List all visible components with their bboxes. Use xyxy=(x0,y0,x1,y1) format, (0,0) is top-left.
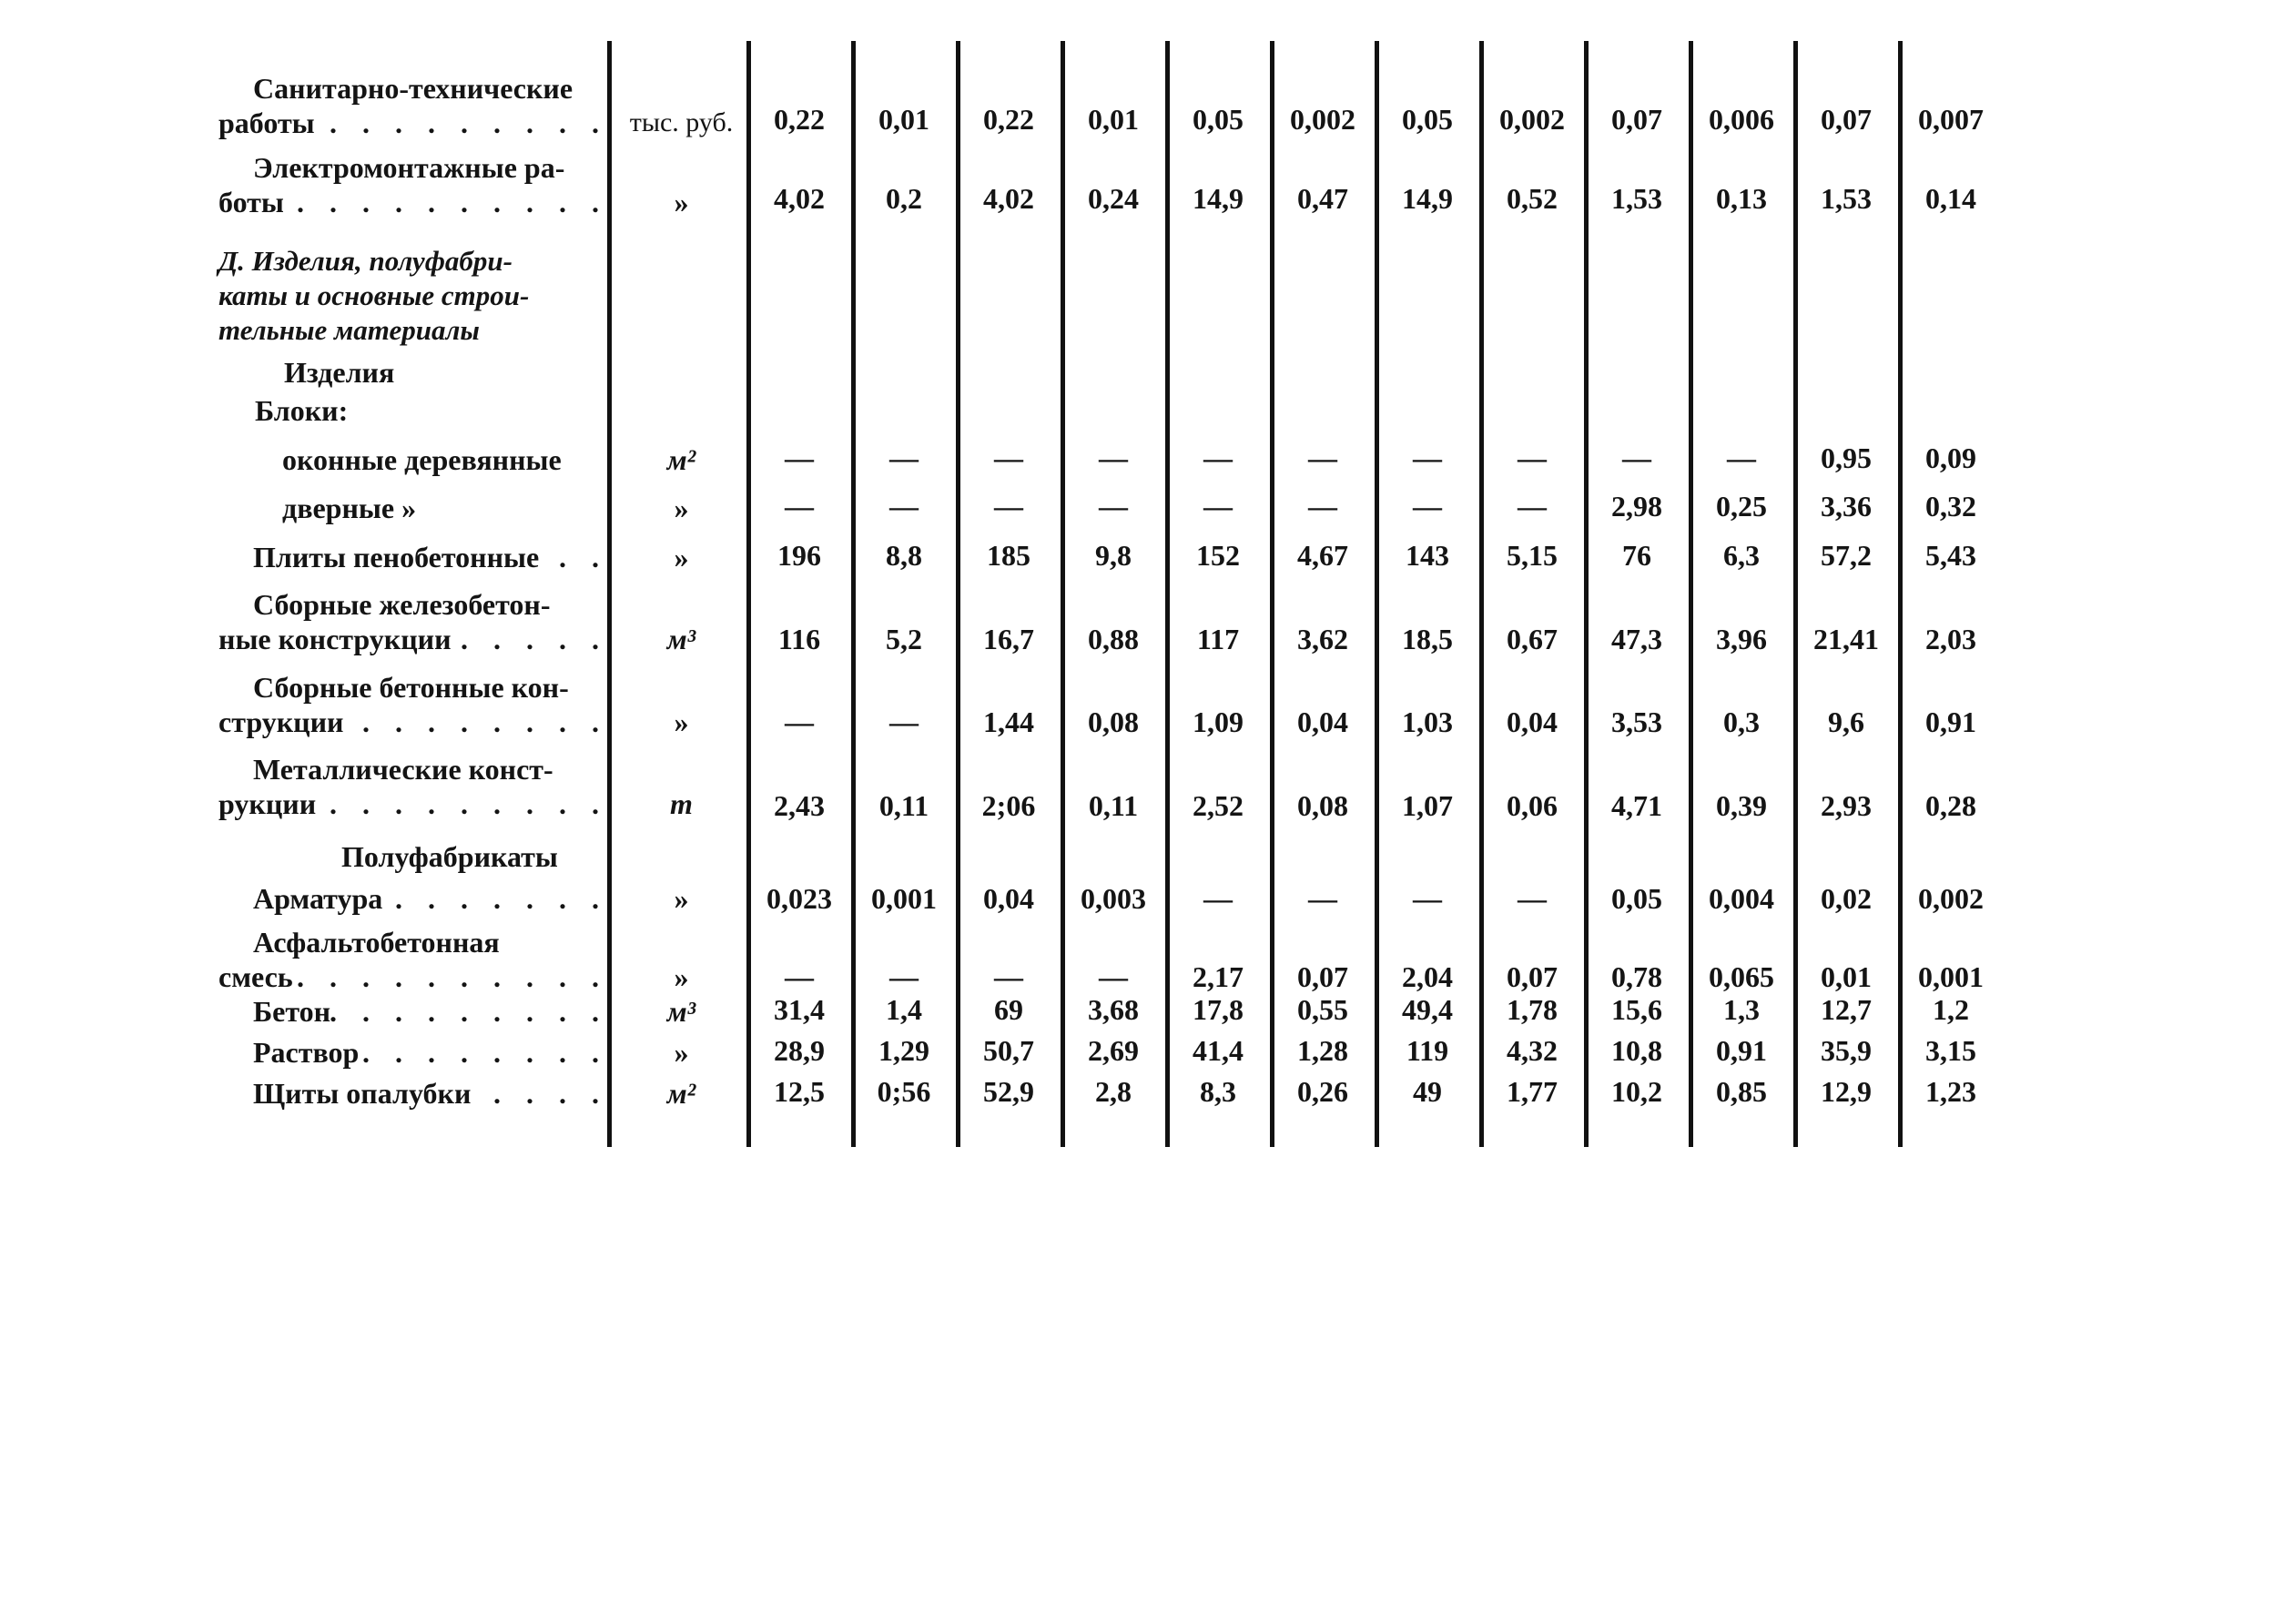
value-cell: 5,15 xyxy=(1507,539,1558,572)
value-cell: — xyxy=(1622,442,1651,474)
value-cell: 0,08 xyxy=(1088,705,1139,738)
row-label-text: боты xyxy=(218,186,284,218)
value-cell: 0,22 xyxy=(774,103,825,136)
row-label-text: Бетон xyxy=(253,995,331,1028)
value-cell: — xyxy=(1099,960,1128,993)
row-label-line xyxy=(218,787,608,821)
value-cell: 0,05 xyxy=(1193,103,1244,136)
unit-cell: » xyxy=(674,705,689,738)
row-label-line xyxy=(218,1035,608,1070)
row-label-line xyxy=(218,925,608,959)
value-cell: 3,53 xyxy=(1611,705,1662,738)
value-cell: — xyxy=(1518,442,1547,474)
value-cell: 49 xyxy=(1413,1075,1442,1108)
value-cell: 0,2 xyxy=(886,182,922,215)
value-cell: 41,4 xyxy=(1193,1034,1244,1067)
row-label-line xyxy=(218,150,608,185)
value-cell: 0,04 xyxy=(1507,705,1558,738)
value-cell: — xyxy=(1099,490,1128,523)
value-cell: 0,065 xyxy=(1709,960,1774,993)
row-label-line xyxy=(218,881,608,916)
value-cell: 1,23 xyxy=(1925,1075,1976,1108)
value-cell: 1,53 xyxy=(1821,182,1872,215)
row-label xyxy=(218,71,608,140)
row-label xyxy=(218,670,608,739)
row-label xyxy=(218,150,608,219)
unit-cell: » xyxy=(674,492,689,524)
row-label-line xyxy=(218,313,608,348)
value-cell: 14,9 xyxy=(1402,182,1453,215)
value-cell: 10,8 xyxy=(1611,1034,1662,1067)
value-cell: 6,3 xyxy=(1723,539,1760,572)
value-cell: — xyxy=(889,442,919,474)
row-label-line xyxy=(218,1076,608,1111)
row-label xyxy=(218,244,608,348)
value-cell: 0,39 xyxy=(1716,789,1767,822)
value-cell: 3,15 xyxy=(1925,1034,1976,1067)
value-cell: 3,96 xyxy=(1716,623,1767,655)
row-label-text: Санитарно-технические xyxy=(253,72,574,105)
value-cell: 0,32 xyxy=(1925,490,1976,523)
value-cell: 17,8 xyxy=(1193,993,1244,1026)
unit-cell: » xyxy=(674,882,689,915)
value-cell: 0,003 xyxy=(1081,882,1146,915)
value-cell: 21,41 xyxy=(1813,623,1879,655)
value-cell: 0,47 xyxy=(1297,182,1348,215)
value-cell: 2,98 xyxy=(1611,490,1662,523)
value-cell: 31,4 xyxy=(774,993,825,1026)
unit-cell: м³ xyxy=(666,995,696,1028)
value-cell: — xyxy=(889,960,919,993)
value-cell: 2,17 xyxy=(1193,960,1244,993)
value-cell: 1,78 xyxy=(1507,993,1558,1026)
value-cell: 4,67 xyxy=(1297,539,1348,572)
value-cell: 1,53 xyxy=(1611,182,1662,215)
value-cell: 1,44 xyxy=(983,705,1034,738)
value-cell: 10,2 xyxy=(1611,1075,1662,1108)
value-cell: 2,03 xyxy=(1925,623,1976,655)
value-cell: 1,09 xyxy=(1193,705,1244,738)
value-cell: 0,04 xyxy=(1297,705,1348,738)
value-cell: 5,2 xyxy=(886,623,922,655)
unit-cell: т xyxy=(670,787,693,820)
value-cell: 0,26 xyxy=(1297,1075,1348,1108)
row-label-text: струкции xyxy=(218,705,344,738)
value-cell: 119 xyxy=(1406,1034,1449,1067)
row-label-line xyxy=(218,442,608,477)
row-label-text: ные конструкции xyxy=(218,623,452,655)
value-cell: — xyxy=(1518,882,1547,915)
value-cell: 1,07 xyxy=(1402,789,1453,822)
value-cell: — xyxy=(994,442,1023,474)
row-label xyxy=(218,393,608,428)
value-cell: 14,9 xyxy=(1193,182,1244,215)
row-label-line xyxy=(218,670,608,705)
value-cell: 0,78 xyxy=(1611,960,1662,993)
value-cell: 3,36 xyxy=(1821,490,1872,523)
value-cell: 0,85 xyxy=(1716,1075,1767,1108)
value-cell: 3,68 xyxy=(1088,993,1139,1026)
value-cell: 0,07 xyxy=(1297,960,1348,993)
value-cell: 0,04 xyxy=(983,882,1034,915)
value-cell: — xyxy=(1308,882,1337,915)
value-cell: — xyxy=(994,490,1023,523)
value-cell: 0,14 xyxy=(1925,182,1976,215)
value-cell: 49,4 xyxy=(1402,993,1453,1026)
value-cell: 0;56 xyxy=(877,1075,931,1108)
row-label xyxy=(218,355,608,390)
unit-cell: » xyxy=(674,1036,689,1069)
value-cell: 0,91 xyxy=(1716,1034,1767,1067)
value-cell: 9,8 xyxy=(1095,539,1132,572)
row-label-line xyxy=(218,705,608,739)
unit-cell: » xyxy=(674,960,689,993)
row-label xyxy=(218,752,608,821)
row-label-line xyxy=(218,491,608,525)
row-label-text: Раствор xyxy=(253,1036,360,1069)
value-cell: 18,5 xyxy=(1402,623,1453,655)
value-cell: — xyxy=(1518,490,1547,523)
row-label xyxy=(218,994,608,1029)
value-cell: 0,08 xyxy=(1297,789,1348,822)
value-cell: 15,6 xyxy=(1611,993,1662,1026)
value-cell: — xyxy=(994,960,1023,993)
value-cell: 0,13 xyxy=(1716,182,1767,215)
row-label-line xyxy=(218,106,608,140)
value-cell: 0,88 xyxy=(1088,623,1139,655)
value-cell: 57,2 xyxy=(1821,539,1872,572)
row-label-line xyxy=(218,994,608,1029)
row-label xyxy=(218,925,608,994)
value-cell: 0,55 xyxy=(1297,993,1348,1026)
row-label xyxy=(218,839,608,874)
value-cell: — xyxy=(1413,490,1442,523)
value-cell: 0,06 xyxy=(1507,789,1558,822)
value-cell: 4,71 xyxy=(1611,789,1662,822)
value-cell: 47,3 xyxy=(1611,623,1662,655)
value-cell: 52,9 xyxy=(983,1075,1034,1108)
row-label xyxy=(218,1035,608,1070)
row-label-line xyxy=(218,244,608,279)
row-label-text: оконные деревянные xyxy=(282,443,562,476)
row-label-line xyxy=(218,185,608,219)
value-cell: — xyxy=(785,705,814,738)
value-cell: 0,01 xyxy=(1088,103,1139,136)
value-cell: — xyxy=(1413,442,1442,474)
value-cell: — xyxy=(1203,442,1233,474)
row-label xyxy=(218,540,608,574)
value-cell: 0,001 xyxy=(1918,960,1984,993)
row-label-line xyxy=(218,393,608,428)
value-cell: 0,07 xyxy=(1821,103,1872,136)
value-cell: 0,007 xyxy=(1918,103,1984,136)
value-cell: 1,28 xyxy=(1297,1034,1348,1067)
value-cell: 0,07 xyxy=(1507,960,1558,993)
value-cell: 1,29 xyxy=(878,1034,929,1067)
value-cell: 0,004 xyxy=(1709,882,1774,915)
value-cell: 1,2 xyxy=(1933,993,1969,1026)
value-cell: 0,22 xyxy=(983,103,1034,136)
unit-cell: м² xyxy=(666,1077,696,1110)
row-label-text: каты и основные строи- xyxy=(218,279,530,311)
value-cell: 4,02 xyxy=(983,182,1034,215)
value-cell: 0,3 xyxy=(1723,705,1760,738)
value-cell: — xyxy=(1308,490,1337,523)
value-cell: 1,77 xyxy=(1507,1075,1558,1108)
value-cell: 0,24 xyxy=(1088,182,1139,215)
row-label-line xyxy=(218,752,608,787)
row-label-text: Асфальтобетонная xyxy=(253,926,500,959)
row-label-line xyxy=(218,540,608,574)
unit-cell: м³ xyxy=(666,623,696,655)
value-cell: 2,93 xyxy=(1821,789,1872,822)
value-cell: 35,9 xyxy=(1821,1034,1872,1067)
value-cell: 0,05 xyxy=(1402,103,1453,136)
value-cell: 0,01 xyxy=(878,103,929,136)
value-cell: 0,023 xyxy=(766,882,832,915)
value-cell: 16,7 xyxy=(983,623,1034,655)
value-cell: 76 xyxy=(1622,539,1651,572)
row-label-line xyxy=(218,622,608,656)
row-label-line xyxy=(218,959,608,994)
value-cell: — xyxy=(1203,882,1233,915)
value-cell: — xyxy=(785,960,814,993)
row-label-text: Сборные железобетон- xyxy=(253,588,551,621)
value-cell: 4,02 xyxy=(774,182,825,215)
row-label-text: рукции xyxy=(218,787,317,820)
value-cell: 12,9 xyxy=(1821,1075,1872,1108)
row-label-text: Щиты опалубки xyxy=(253,1077,472,1110)
value-cell: 12,5 xyxy=(774,1075,825,1108)
value-cell: 0,006 xyxy=(1709,103,1774,136)
row-label xyxy=(218,587,608,656)
value-cell: 0,07 xyxy=(1611,103,1662,136)
value-cell: 50,7 xyxy=(983,1034,1034,1067)
row-label-line xyxy=(218,71,608,106)
row-label-text: Блоки: xyxy=(255,394,349,427)
value-cell: — xyxy=(785,442,814,474)
row-label-line xyxy=(218,587,608,622)
row-label-line xyxy=(218,839,608,874)
value-cell: 1,03 xyxy=(1402,705,1453,738)
value-cell: — xyxy=(889,705,919,738)
row-label-text: смесь xyxy=(218,960,293,993)
value-cell: 0,002 xyxy=(1918,882,1984,915)
value-cell: 1,3 xyxy=(1723,993,1760,1026)
row-label xyxy=(218,491,608,525)
value-cell: 9,6 xyxy=(1828,705,1864,738)
row-label-text: Металлические конст- xyxy=(253,753,553,786)
value-cell: 1,4 xyxy=(886,993,922,1026)
unit-cell: м² xyxy=(666,443,696,476)
value-cell: 116 xyxy=(777,623,821,655)
row-label-text: Арматура xyxy=(253,882,383,915)
value-cell: 4,32 xyxy=(1507,1034,1558,1067)
value-cell: 2,43 xyxy=(774,789,825,822)
unit-cell: » xyxy=(674,541,689,573)
row-label-text: работы xyxy=(218,107,315,139)
unit-cell: » xyxy=(674,186,689,218)
row-label xyxy=(218,881,608,916)
row-label-text: Изделия xyxy=(284,356,395,389)
row-label-text: дверные » xyxy=(282,492,417,524)
value-cell: 143 xyxy=(1406,539,1449,572)
value-cell: 5,43 xyxy=(1925,539,1976,572)
row-label xyxy=(218,1076,608,1111)
value-cell: 12,7 xyxy=(1821,993,1872,1026)
value-cell: 28,9 xyxy=(774,1034,825,1067)
value-cell: 0,28 xyxy=(1925,789,1976,822)
value-cell: 2,8 xyxy=(1095,1075,1132,1108)
value-cell: 0,05 xyxy=(1611,882,1662,915)
value-cell: 0,002 xyxy=(1499,103,1565,136)
row-label-text: Д. Изделия, полуфабри- xyxy=(218,245,513,277)
value-cell: 0,67 xyxy=(1507,623,1558,655)
unit-cell: тыс. руб. xyxy=(629,107,734,137)
row-label-text: Электромонтажные ра- xyxy=(253,151,565,184)
row-label-text: Сборные бетонные кон- xyxy=(253,671,569,704)
value-cell: 2;06 xyxy=(981,789,1036,822)
row-label-text: тельные материалы xyxy=(218,314,480,346)
value-cell: 152 xyxy=(1196,539,1240,572)
row-label xyxy=(218,442,608,477)
row-label-line xyxy=(218,279,608,313)
value-cell: — xyxy=(1727,442,1756,474)
value-cell: — xyxy=(1099,442,1128,474)
row-label-text: Полуфабрикаты xyxy=(341,840,558,873)
value-cell: — xyxy=(785,490,814,523)
value-cell: — xyxy=(1413,882,1442,915)
value-cell: 8,3 xyxy=(1200,1075,1236,1108)
value-cell: — xyxy=(889,490,919,523)
value-cell: 185 xyxy=(987,539,1030,572)
value-cell: 0,002 xyxy=(1290,103,1355,136)
value-cell: 0,25 xyxy=(1716,490,1767,523)
value-cell: 0,09 xyxy=(1925,442,1976,474)
value-cell: 196 xyxy=(777,539,821,572)
value-cell: 0,52 xyxy=(1507,182,1558,215)
value-cell: 0,01 xyxy=(1821,960,1872,993)
value-cell: 2,04 xyxy=(1402,960,1453,993)
value-cell: 0,001 xyxy=(871,882,937,915)
value-cell: 0,11 xyxy=(1088,789,1139,822)
value-cell: 2,69 xyxy=(1088,1034,1139,1067)
value-cell: 0,11 xyxy=(878,789,929,822)
value-cell: 2,52 xyxy=(1193,789,1244,822)
value-cell: 0,95 xyxy=(1821,442,1872,474)
value-cell: — xyxy=(1308,442,1337,474)
value-cell: 8,8 xyxy=(886,539,922,572)
value-cell: 69 xyxy=(994,993,1023,1026)
value-cell: — xyxy=(1203,490,1233,523)
value-cell: 117 xyxy=(1196,623,1240,655)
value-cell: 3,62 xyxy=(1297,623,1348,655)
row-label-text: Плиты пенобетонные xyxy=(253,541,540,573)
value-cell: 0,91 xyxy=(1925,705,1976,738)
row-label-line xyxy=(218,355,608,390)
value-cell: 0,02 xyxy=(1821,882,1872,915)
